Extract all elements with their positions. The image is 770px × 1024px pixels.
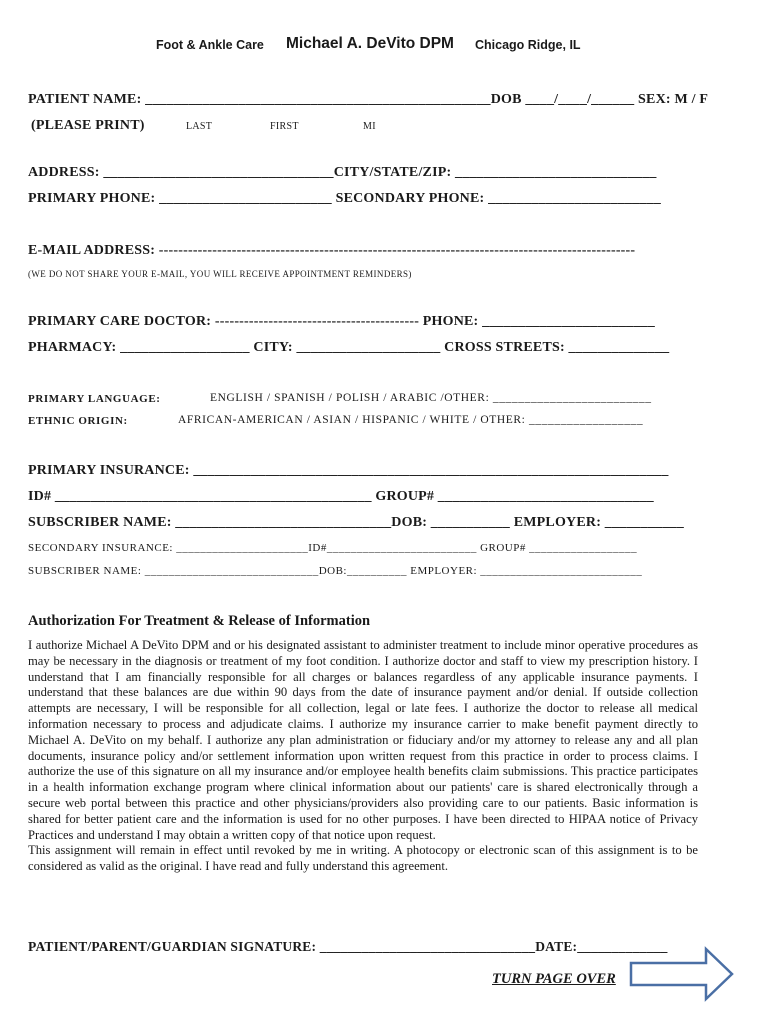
right-arrow-icon <box>628 946 736 1002</box>
turn-page-note: TURN PAGE OVER <box>492 971 616 987</box>
primary-language-options[interactable]: ENGLISH / SPANISH / POLISH / ARABIC /OTHER: _________________________ <box>210 392 652 404</box>
authorization-title: Authorization For Treatment & Release of Information <box>28 613 371 629</box>
first-name-label: FIRST <box>270 121 299 132</box>
practice-type: Foot & Ankle Care <box>156 38 264 52</box>
subscriber-field[interactable]: SUBSCRIBER NAME: ______________________________DOB: ___________ EMPLOYER: ___________ <box>28 515 684 530</box>
email-field[interactable]: E-MAIL ADDRESS: -------------------------------------------------------------------------------------------------- <box>28 243 636 258</box>
authorization-paragraph: I authorize Michael A DeVito DPM and or his designated assistant to administer treatment to include minor operative procedures as may be necessary in the diagnosis or treatment of my foot condition. I authorize doctor and staff to view my prescription history. I understand that I am financially responsible for all charges or balances regardless of any applicable insurance payments. I understand that these balances are due within 90 days from the date of insurance payment and/or denial. If outside collection attempts are necessary, I will be responsible for all collection, legal or late fees. I authorize the doctor to release all medical information necessary to process and adjudicate claims. I authorize my insurance carrier to make benefit payment directly to Michael A. DeVito on my behalf. I authorize any plan administration or fiduciary and/or my attorney to release any and all plan documents, insurance policy and/or settlement information upon written request from this practice in order to process claims. I authorize the use of this signature on all my insurance and/or employee health benefits claim submissions. This practice participates in a health information exchange program where clinical information about our patients' care is shared electronically through a secure web portal between this practice and other physicians/providers also providing care to our patients. Basic information is shared for better patient care and the information is used for no other purposes. I have been directed to HIPAA notice of Privacy Practices and understand I may obtain a written copy of that notice upon request. <box>28 638 698 842</box>
email-note: (WE DO NOT SHARE YOUR E-MAIL, YOU WILL RECEIVE APPOINTMENT REMINDERS) <box>28 269 412 279</box>
ethnic-origin-options[interactable]: AFRICAN-AMERICAN / ASIAN / HISPANIC / WHITE / OTHER: __________________ <box>178 414 644 426</box>
practice-location: Chicago Ridge, IL <box>475 38 581 52</box>
primary-language-label: PRIMARY LANGUAGE: <box>28 393 161 405</box>
doctor-name: Michael A. DeVito DPM <box>286 35 454 52</box>
insurance-id-field[interactable]: ID# ____________________________________________ GROUP# ______________________________ <box>28 489 654 504</box>
last-name-label: LAST <box>186 121 213 132</box>
middle-initial-label: MI <box>363 121 376 132</box>
primary-care-doctor-field[interactable]: PRIMARY CARE DOCTOR: ------------------------------------------ PHONE: ________________________ <box>28 314 655 329</box>
patient-name-field[interactable]: PATIENT NAME: ________________________________________________DOB ____/____/______ SEX: M / F <box>28 92 709 107</box>
assignment-paragraph: This assignment will remain in effect until revoked by me in writing. A photocopy or electronic scan of this assignment is to be considered as valid as the original. I have read and fully understand this agreement. <box>28 843 698 874</box>
authorization-body <box>28 638 698 875</box>
ethnic-origin-label: ETHNIC ORIGIN: <box>28 415 128 427</box>
phone-field[interactable]: PRIMARY PHONE: ________________________ SECONDARY PHONE: ________________________ <box>28 191 661 206</box>
pharmacy-field[interactable]: PHARMACY: __________________ CITY: ____________________ CROSS STREETS: ______________ <box>28 340 670 355</box>
secondary-insurance-field[interactable]: SECONDARY INSURANCE: ______________________ID#_________________________ GROUP# __________________ <box>28 542 638 554</box>
please-print-note: (PLEASE PRINT) <box>31 118 145 133</box>
address-field[interactable]: ADDRESS: ________________________________CITY/STATE/ZIP: ____________________________ <box>28 165 657 180</box>
secondary-subscriber-field[interactable]: SUBSCRIBER NAME: _____________________________DOB:__________ EMPLOYER: ___________________________ <box>28 565 643 577</box>
signature-field[interactable]: PATIENT/PARENT/GUARDIAN SIGNATURE: _______________________________DATE:_____________ <box>28 939 668 954</box>
primary-insurance-field[interactable]: PRIMARY INSURANCE: __________________________________________________________________ <box>28 463 669 478</box>
